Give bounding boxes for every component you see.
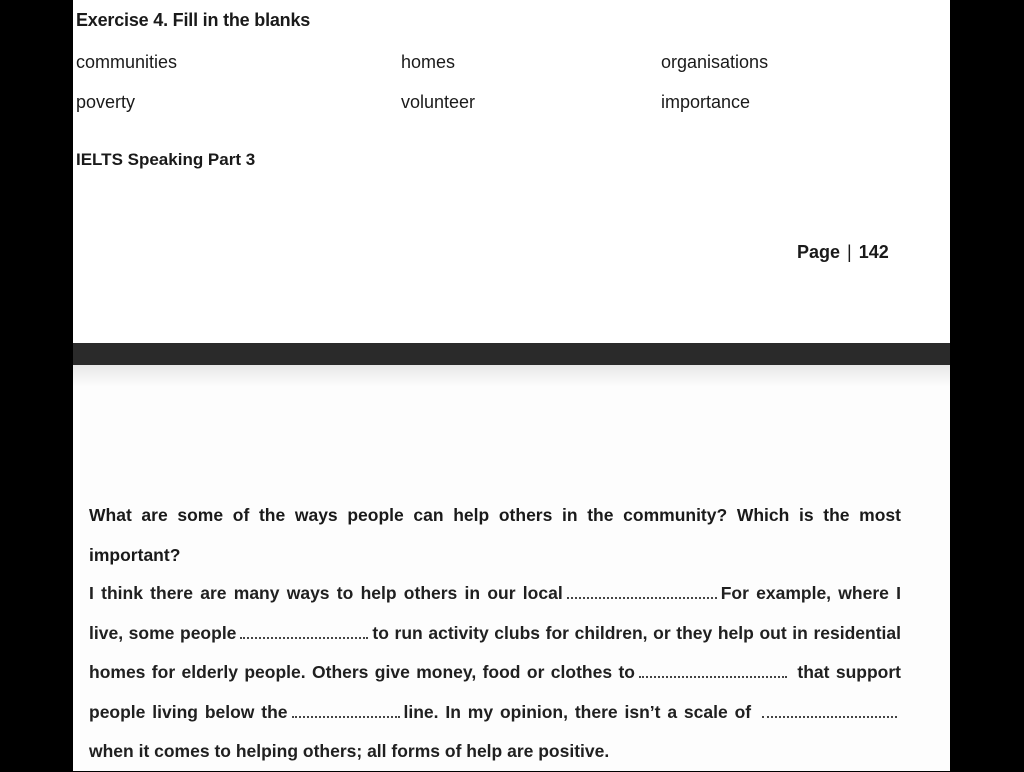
page-top-section: [73, 0, 950, 343]
word-bank-item: organisations: [661, 52, 769, 72]
answer-text: to run activity clubs for children, or they help out in residential homes for elderly people. Others give money, food or clothes to: [89, 622, 902, 682]
answer-text: that support people living below the: [89, 662, 901, 722]
page-number: [797, 242, 889, 263]
model-answer: [89, 574, 901, 772]
page-number-value: 142: [858, 242, 889, 262]
exercise-title: Exercise 4. Fill in the blanks: [76, 10, 311, 30]
page-edge-shadow: [73, 365, 950, 387]
page-number-separator: |: [847, 242, 852, 262]
section-heading: IELTS Speaking Part 3: [76, 150, 256, 169]
word-bank-item: importance: [661, 92, 751, 112]
fill-blank[interactable]: [292, 702, 400, 718]
word-bank-item: poverty: [76, 92, 136, 112]
page-bottom-section: [73, 365, 950, 771]
fill-blank[interactable]: [240, 623, 368, 639]
word-bank-item: communities: [76, 52, 178, 72]
speaking-question: What are some of the ways people can help others in the community? Which is the most important?: [89, 505, 901, 565]
answer-text: line. In my opinion, there isn’t a scale of: [403, 701, 752, 722]
page-divider-band: [73, 343, 950, 365]
answer-text: For example, where I live, some people: [89, 583, 901, 643]
word-bank-item: homes: [401, 52, 456, 72]
answer-text: when it comes to helping others; all forms of help are positive.: [89, 741, 610, 761]
page-number-label: Page: [797, 242, 841, 262]
fill-blank[interactable]: [762, 702, 897, 718]
fill-blank[interactable]: [639, 662, 787, 678]
fill-blank[interactable]: [567, 583, 717, 599]
answer-text: I think there are many ways to help others in our local: [89, 583, 563, 603]
word-bank-item: volunteer: [401, 92, 476, 112]
